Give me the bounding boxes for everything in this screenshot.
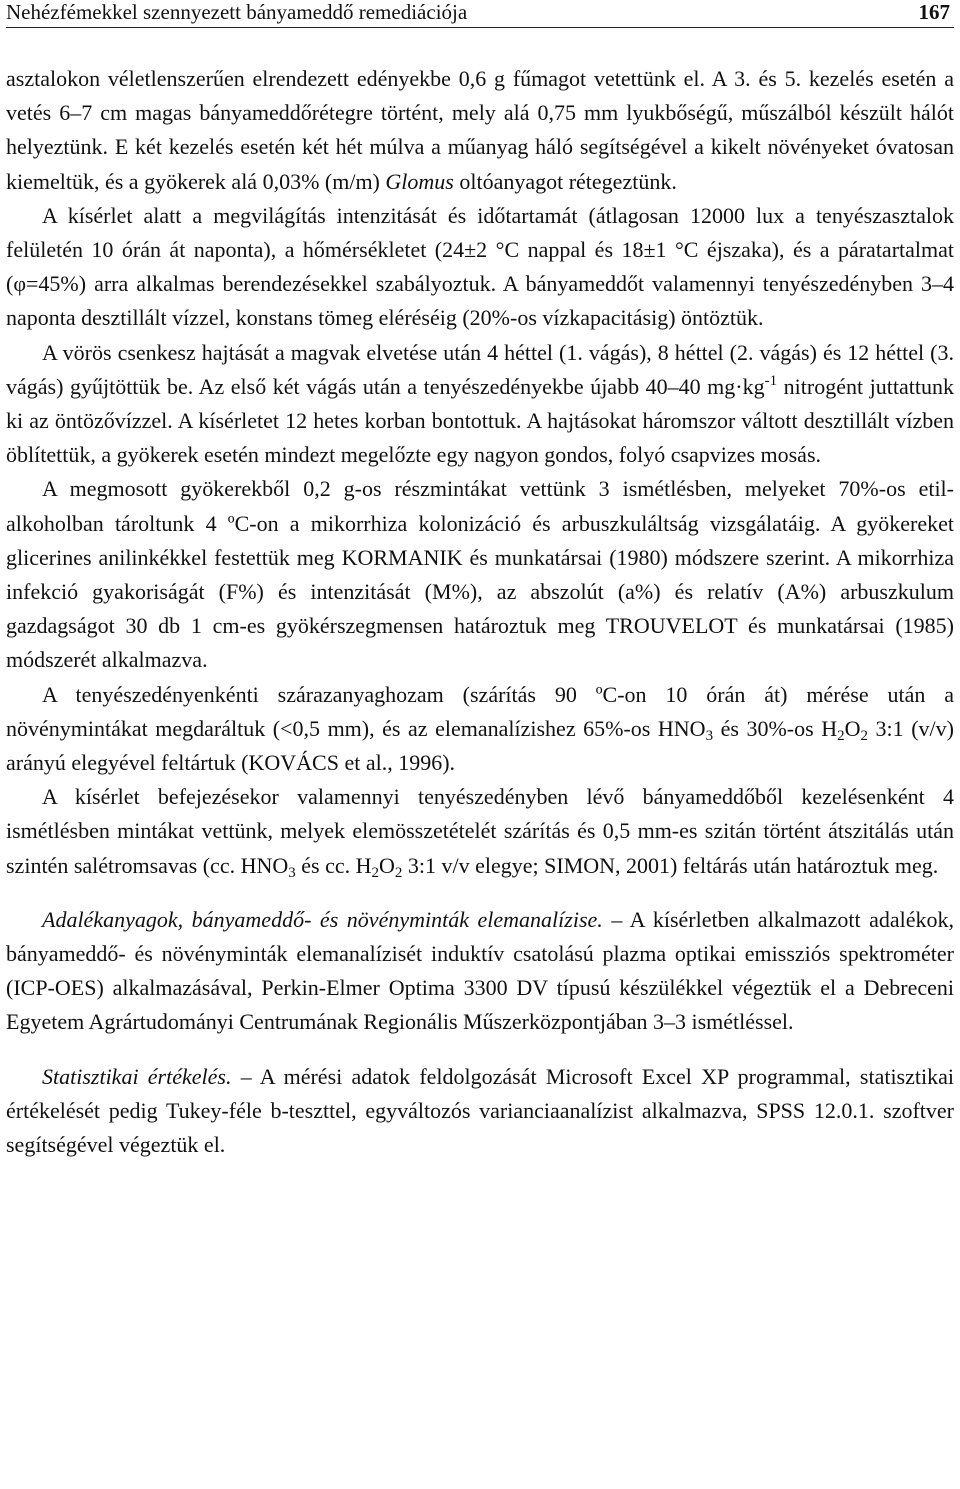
heading-dash: – <box>602 906 630 932</box>
text-run: és munkatársai (1985) módszerét alkalmazva. <box>6 613 954 673</box>
text-run: 3:1 v/v elegye; <box>402 852 545 878</box>
paragraph-5 <box>6 678 954 781</box>
text-run: A kísérletben alkalmazott adalékok, bányameddő- és növényminták elemanalízisét induktív csatolású plazma optikai emissziós spektrométer (ICP-OES) alkalmazásával, Perkin-Elmer Optima 3300 DV típusú készülékkel végeztük el a Debreceni Egyetem Agrártudományi Centrumának Regionális Műszerközpontjában 3–3 ismétléssel. <box>6 906 955 1035</box>
paragraph-3 <box>6 336 954 473</box>
text-run: O <box>844 715 861 741</box>
text-run: asztalokon véletlenszerűen elrendezett edényekbe 0,6 g fűmagot vetettünk el. A 3. és 5. kezelés esetén a vetés 6–7 cm magas bányameddőrétegre történt, mely alá 0,75 mm lyukbőségű, műszálból készült hálót helyeztünk. E két kezelés esetén két hét múlva a műanyag háló segítségével a kikelt növényeket óvatosan kiemeltük, és a gyökerek alá 0,03% (m/m) <box>6 66 954 194</box>
subscript: 2 <box>837 727 845 744</box>
subscript: 2 <box>394 864 403 881</box>
text-run: A megmosott gyökerekből 0,2 g-os részmintákat vettünk 3 ismétlésben, melyeket 70%-os etil-alkoholban tároltunk 4 ºC-on a mikorrhiza kolonizáció és arbuszkuláltság vizsgálatáig. A gyökereket glicerines anilinkékkel festettük meg <box>6 476 954 570</box>
author-name-trouvelot: TROUVELOT <box>605 613 738 639</box>
text-run: A vörös csenkesz hajtását a magvak elvetése után 4 héttel (1. vágás), 8 héttel (2. vágás) és 12 héttel (3. vágás) gyűjtöttük be. Az első két vágás után a tenyészedényekbe újabb 40–40 mg·kg <box>6 339 954 399</box>
text-run: 3:1 (v/v) arányú elegyével feltártuk ( <box>6 715 954 776</box>
text-run: A tenyészedényenkénti szárazanyaghozam (szárítás 90 ºC-on 10 órán át) mérése után a növénymintákat megdaráltuk (<0,5 mm), és az elemanalízishez 65%-os HNO <box>6 681 954 741</box>
paragraph-2: A kísérlet alatt a megvilágítás intenzitását és időtartamát (átlagosan 12000 lux a tenyészasztalok felületén 10 órán át naponta), a hőmérsékletet (24±2 °C nappal és 18±1 °C éjszaka), és a páratartalmat (φ=45%) arra alkalmas berendezésekkel szabályoztuk. A bányameddőt valamennyi tenyészedényben 3–4 naponta desztillált vízzel, konstans tömeg eléréséig (20%-os vízkapacitásig) öntöztük. <box>6 202 954 331</box>
subscript: 3 <box>288 864 296 881</box>
body-text <box>6 62 954 1162</box>
text-run: oltóanyagot rétegeztünk. <box>453 168 677 194</box>
text-run: et al., 1996). <box>338 750 456 776</box>
author-name-kormanik: KORMANIK <box>341 544 463 570</box>
section-heading-statistics: Statisztikai értékelés. <box>42 1063 232 1089</box>
paragraph-1 <box>6 62 954 199</box>
text-run: , 2001) feltárás után határoztuk meg. <box>615 852 939 878</box>
subscript: 2 <box>371 864 379 881</box>
paragraph-statistics <box>6 1060 954 1163</box>
paragraph-analysis <box>6 903 954 1040</box>
author-name-simon: SIMON <box>544 852 616 878</box>
paragraph-4 <box>6 472 954 677</box>
superscript: -1 <box>764 372 778 389</box>
text-run: A mérési adatok feldolgozását Microsoft Excel XP programmal, statisztikai értékelését pedig Tukey-féle b-teszttel, egyváltozós varianciaanalízist alkalmazva, SPSS 12.0.1. szoftver segítségével végeztük el. <box>6 1063 954 1158</box>
heading-dash: – <box>231 1063 260 1089</box>
section-heading-analysis: Adalékanyagok, bányameddő- és növényminták elemanalízise. <box>42 906 603 932</box>
running-header <box>6 0 954 28</box>
text-run: nitrogént juttattunk ki az öntözővízzel. A kísérletet 12 hetes korban bontottuk. A hajtásokat háromszor váltott desztillált vízben öblítettük, a gyökerek esetén mindezt megelőzte egy nagyon gondos, folyó csapvizes mosás. <box>6 373 954 468</box>
subscript: 2 <box>860 727 869 744</box>
text-run: O <box>379 852 395 878</box>
page-number: 167 <box>918 0 950 24</box>
text-run: A kísérlet befejezésekor valamennyi tenyészedényben lévő bányameddőből kezelésenként 4 ismétlésben mintákat vettünk, melyek elemösszetételét szárítás és 0,5 mm-es szitán történt átszitálás után szintén salétromsavas (cc. HNO <box>6 784 954 878</box>
text-run: és 30%-os H <box>713 715 838 741</box>
running-title: Nehézfémekkel szennyezett bányameddő remediációja <box>6 0 468 24</box>
text-run: és cc. H <box>295 852 372 878</box>
document-page <box>6 0 954 1162</box>
paragraph-6 <box>6 780 954 883</box>
italic-term-glomus: Glomus <box>385 168 454 194</box>
subscript: 3 <box>705 727 714 744</box>
author-name-kovacs: KOVÁCS <box>248 750 339 776</box>
text-run: és munkatársai (1980) módszere szerint. A mikorrhiza infekció gyakoriságát (F%) és intenzitását (M%), az abszolút (a%) és relatív (A%) arbuszkulum gazdagságot 30 db 1 cm-es gyökérszegmensen határoztuk meg <box>6 544 954 639</box>
